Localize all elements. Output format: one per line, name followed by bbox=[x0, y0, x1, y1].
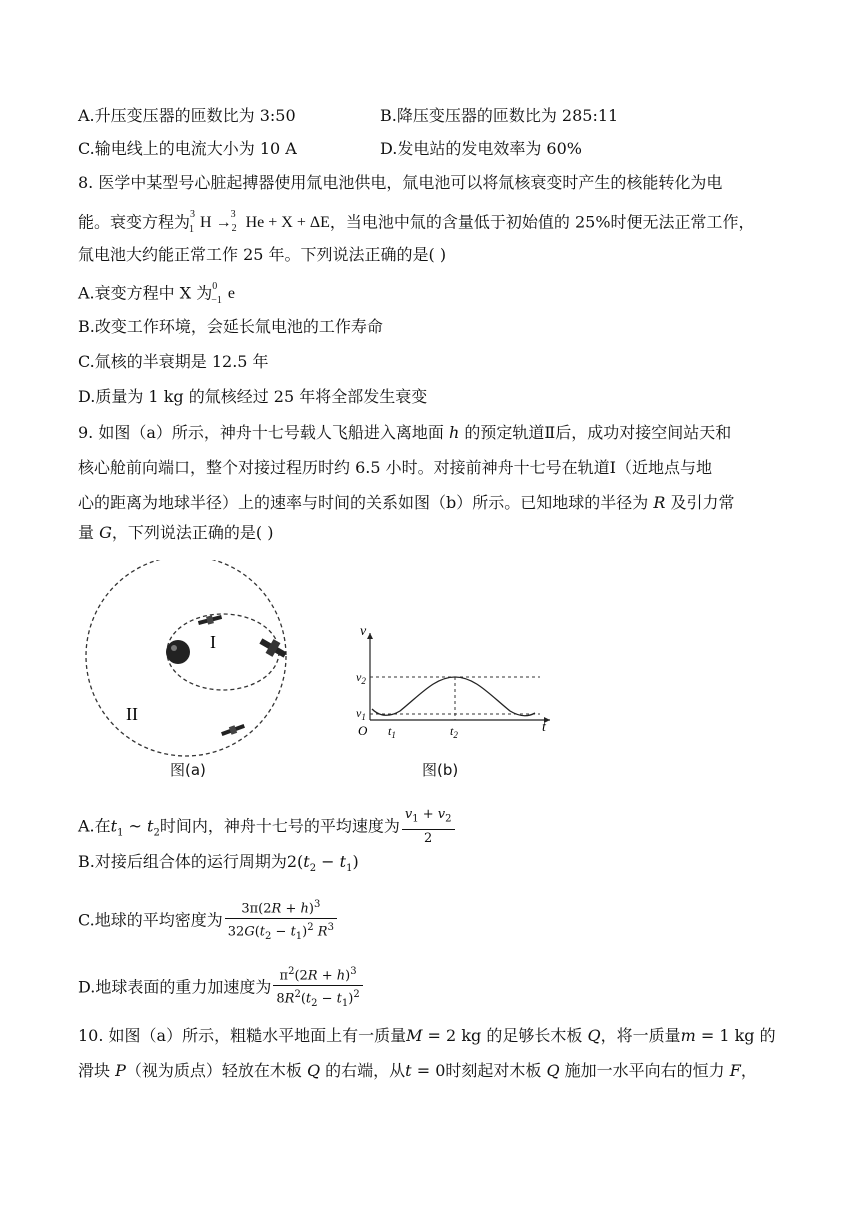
t-axis-label: t bbox=[542, 720, 546, 735]
q7-option-a: A.升压变压器的匝数比为 3:50 bbox=[78, 106, 296, 125]
q8-stem-line1: 8. 医学中某型号心脏起搏器使用氚电池供电，氚电池可以将氚核衰变时产生的核能转化为电 bbox=[78, 173, 723, 192]
t1-tick: $t_1$ bbox=[388, 724, 396, 740]
q8-option-d: D.质量为 1 kg 的氚核经过 25 年将全部发生衰变 bbox=[78, 387, 428, 406]
q10-stem-line1: 10. 如图（a）所示，粗糙水平地面上有一质量M = 2 kg 的足够长木板 Q，将一质量m = 1 kg 的 bbox=[78, 1026, 776, 1045]
q9-option-b: B.对接后组合体的运行周期为$2(t_2 - t_1)$ bbox=[78, 852, 359, 875]
q8-option-a: A.衰变方程中 X 为$^0_{-1}$ e bbox=[78, 281, 235, 306]
q9-option-a: A.在$t_1$ ~ $t_2$时间内，神舟十七号的平均速度为 $\frac{v_1 + v_2}{2}$ bbox=[78, 806, 455, 848]
q9-stem-line3: 心的距离为地球半径）上的速率与时间的关系如图（b）所示。已知地球的半径为 R 及引力常 bbox=[78, 493, 735, 512]
figure-a-caption: 图(a) bbox=[170, 761, 206, 779]
q8-option-c: C.氚核的半衰期是 12.5 年 bbox=[78, 352, 269, 371]
v1-tick: $v_1$ bbox=[356, 706, 366, 722]
q7-option-b: B.降压变压器的匝数比为 285:11 bbox=[380, 106, 619, 125]
q9-stem-line1: 9. 如图（a）所示，神舟十七号载人飞船进入离地面 h 的预定轨道Ⅱ后，成功对接空间站天和 bbox=[78, 423, 732, 442]
q7-option-d: D.发电站的发电效率为 60% bbox=[380, 139, 582, 158]
figure-a-orbits bbox=[78, 560, 338, 760]
orbit-i-label: I bbox=[210, 632, 216, 652]
orbit-ii-label: II bbox=[126, 704, 138, 724]
q9-option-d: D.地球表面的重力加速度为 $\frac{\pi^2(2R + h)^3}{8R^2(t_2 - t_1)^2}$ bbox=[78, 963, 363, 1013]
figure-b-vt-graph bbox=[350, 625, 560, 745]
origin-label: O bbox=[358, 723, 368, 738]
v-axis-label: v bbox=[360, 625, 367, 639]
q8-option-b: B.改变工作环境，会延长氚电池的工作寿命 bbox=[78, 317, 383, 336]
v2-tick: $v_2$ bbox=[356, 670, 366, 686]
spaceship-icon-lower bbox=[220, 722, 245, 738]
q10-stem-line2: 滑块 P（视为质点）轻放在木板 Q 的右端，从t = 0时刻起对木板 Q 施加一水平向右的恒力 F， bbox=[78, 1061, 757, 1080]
q9-stem-line4: 量 G，下列说法正确的是( ) bbox=[78, 523, 274, 542]
q9-stem-line2: 核心舱前向端口，整个对接过程历时约 6.5 小时。对接前神舟十七号在轨道Ⅰ（近地点与地 bbox=[78, 458, 712, 477]
q9-option-c: C.地球的平均密度为 $\frac{3\pi(2R + h)^3}{32G(t_2 - t_1)^2 R^3}$ bbox=[78, 896, 337, 946]
q7-option-c: C.输电线上的电流大小为 10 A bbox=[78, 139, 297, 158]
t2-tick: $t_2$ bbox=[450, 724, 458, 740]
q8-stem-line3: 氚电池大约能正常工作 25 年。下列说法正确的是( ) bbox=[78, 245, 447, 264]
decay-equation: $^3_1$ $H \to_2^3$ He + X + ΔE bbox=[189, 209, 330, 235]
figure-b-caption: 图(b) bbox=[422, 761, 459, 779]
earth-icon bbox=[166, 640, 190, 664]
q8-stem-line2: 能。衰变方程为$^3_1$ $H \to_2^3$ He + X + ΔE，当电池中氚的含量低于初始值的 25%时便无法正常工作， bbox=[78, 209, 755, 235]
